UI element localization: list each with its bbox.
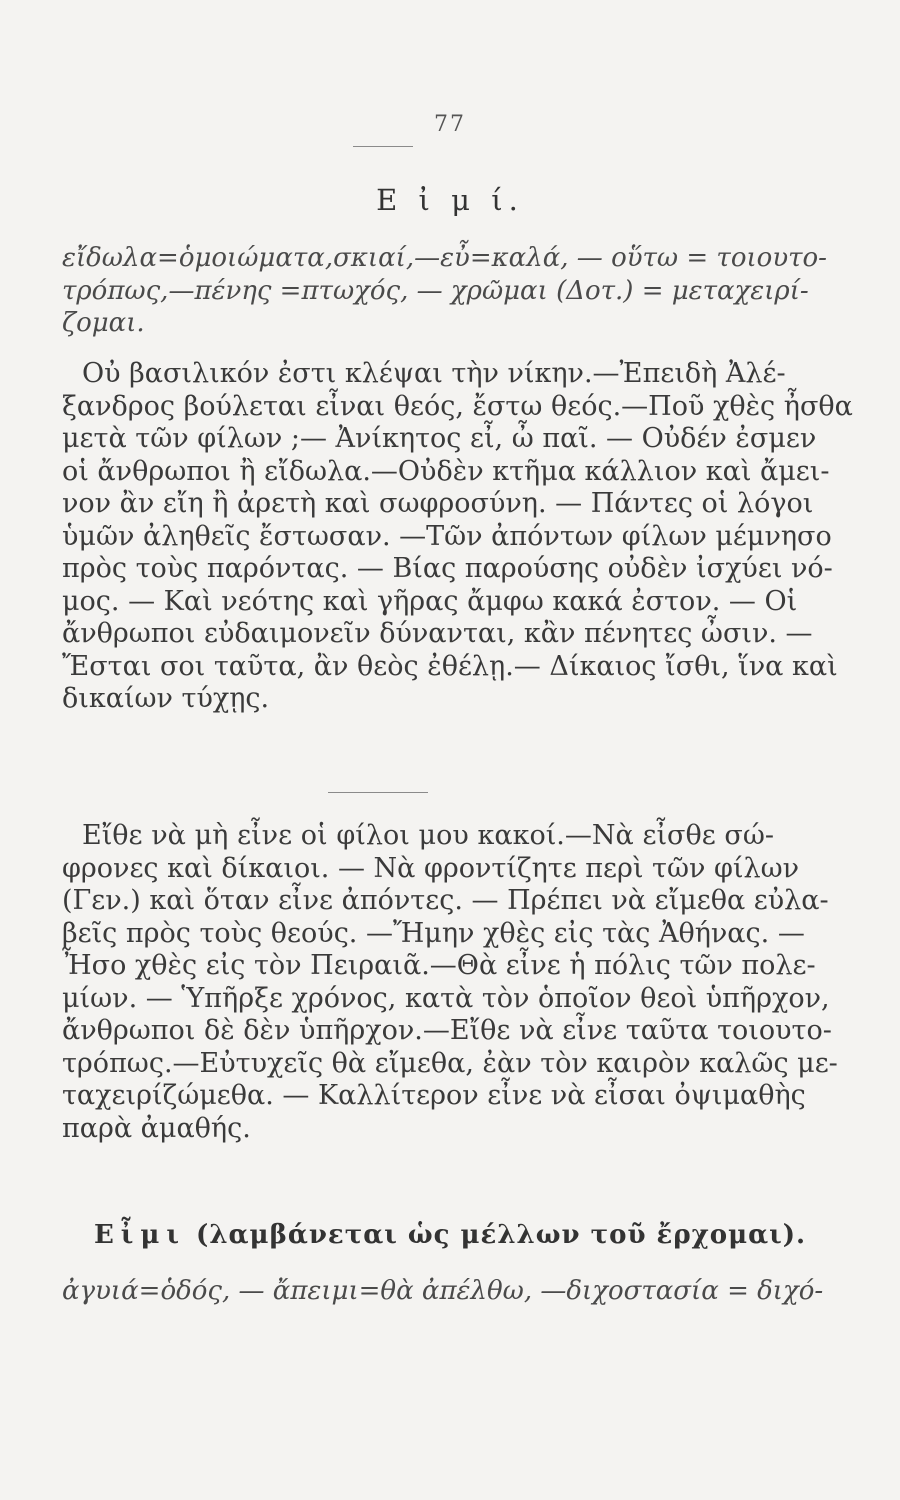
text-line: δικαίων τύχῃς.: [62, 683, 270, 714]
text-line: ταχειρίζώμεθα. — Καλλίτερον εἶνε νὰ εἶσαι ὀψιμαθὴς: [62, 1080, 806, 1111]
text-line: φρονες καὶ δίκαιοι. — Νὰ φροντίζητε περὶ τῶν φίλων: [62, 852, 800, 884]
vocabulary-gloss-1: [62, 242, 827, 340]
gloss-line: εἴδωλα=ὁμοιώματα,σκιαί,—εὖ=καλά, — οὕτω = τοιουτο-: [62, 243, 827, 273]
text-line: Οὐ βασιλικόν ἐστι κλέψαι τὴν νίκην.—Ἐπειδὴ Ἀλέ-: [82, 358, 786, 389]
gloss-line: ἀγυιά=ὁδός, — ἄπειμι=θὰ ἀπέλθω, —διχοστασία = διχό-: [62, 1276, 824, 1306]
text-line: ἄνθρωποι δὲ δὲν ὑπῆρχον.—Εἴθε νὰ εἶνε ταῦτα τοιουτο-: [62, 1015, 832, 1046]
text-line: μος. — Καὶ νεότης καὶ γῆρας ἄμφω κακά ἐστον. — Οἱ: [62, 585, 798, 617]
text-line: παρὰ ἀμαθής.: [62, 1112, 251, 1144]
heading-word: Εἶμι: [93, 1220, 186, 1250]
text-line: βεῖς πρὸς τοὺς θεούς. —Ἤμην χθὲς εἰς τὰς Ἀθήνας. —: [62, 917, 805, 949]
gloss-line: ζομαι.: [62, 308, 145, 338]
text-line: τρόπως.—Εὐτυχεῖς θὰ εἴμεθα, ἐὰν τὸν καιρὸν καλῶς με-: [62, 1047, 838, 1079]
section-heading-eimi-future: [0, 1220, 900, 1250]
exercise-paragraph-2: [62, 820, 838, 1145]
text-line: Ἦσο χθὲς εἰς τὸν Πειραιᾶ.—Θὰ εἶνε ἡ πόλις τῶν πολε-: [62, 950, 816, 981]
text-line: οἱ ἄνθρωποι ἢ εἴδωλα.—Οὐδὲν κτῆμα κάλλιον καὶ ἄμει-: [62, 455, 830, 487]
section-divider: [328, 792, 428, 793]
text-line: μίων. — Ὑπῆρξε χρόνος, κατὰ τὸν ὁποῖον θεοὶ ὑπῆρχον,: [62, 982, 830, 1014]
vocabulary-gloss-2: [62, 1275, 824, 1308]
text-line: μετὰ τῶν φίλων ;— Ἀνίκητος εἶ, ὦ παῖ. — Οὐδέν ἐσμεν: [62, 423, 817, 454]
heading-note: (λαμβάνεται ὡς μέλλων τοῦ ἔρχομαι).: [196, 1220, 807, 1250]
text-line: Εἴθε νὰ μὴ εἶνε οἱ φίλοι μου κακοί.—Νὰ εἶσθε σώ-: [82, 820, 774, 851]
text-line: ὑμῶν ἀληθεῖς ἔστωσαν. —Τῶν ἀπόντων φίλων μέμνησο: [62, 520, 832, 552]
gloss-line: τρόπως,—πένης =πτωχός, — χρῶμαι (Δοτ.) = μεταχειρί-: [62, 275, 809, 306]
text-line: (Γεν.) καὶ ὅταν εἶνε ἀπόντες. — Πρέπει νὰ εἴμεθα εὐλα-: [62, 885, 829, 916]
text-line: ἄνθρωποι εὐδαιμονεῖν δύνανται, κἂν πένητες ὦσιν. —: [62, 618, 813, 649]
exercise-paragraph-1: [62, 358, 853, 716]
text-line: ξανδρος βούλεται εἶναι θεός, ἔστω θεός.—Ποῦ χθὲς ἦσθα: [62, 390, 853, 422]
text-line: πρὸς τοὺς παρόντας. — Βίας παρούσης οὐδὲν ἰσχύει νό-: [62, 553, 833, 584]
page-number-underline: [353, 146, 413, 147]
section-heading-eimi: Ε ἰ μ ί.: [376, 183, 524, 217]
text-line: νον ἂν εἴη ἢ ἀρετὴ καὶ σωφροσύνη. — Πάντες οἱ λόγοι: [62, 488, 814, 519]
text-line: Ἔσται σοι ταῦτα, ἂν θεὸς ἐθέλῃ.— Δίκαιος ἴσθι, ἵνα καὶ: [62, 650, 838, 682]
page-number: 77: [434, 112, 466, 137]
